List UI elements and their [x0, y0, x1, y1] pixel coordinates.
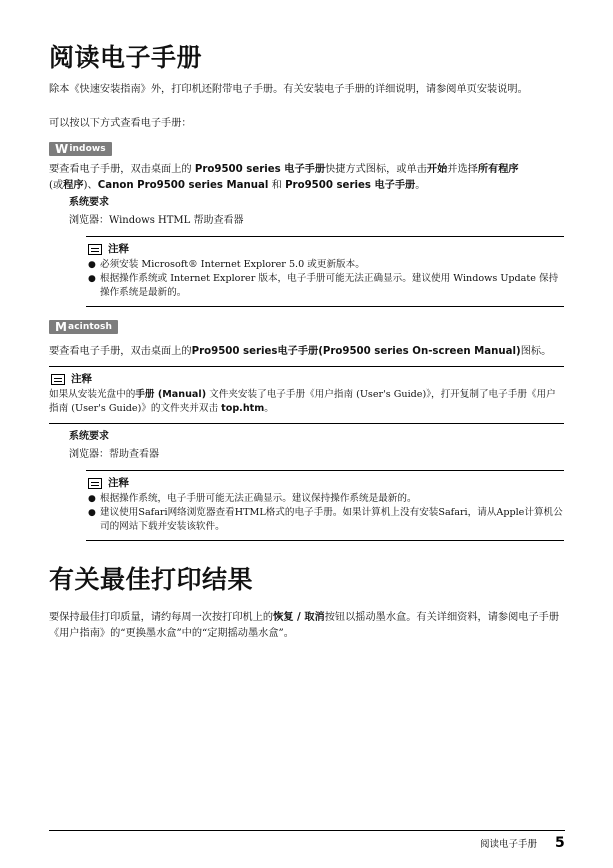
manual-item-label: Pro9500 series 电子手册	[285, 180, 416, 191]
all-programs-label: 所有程序	[477, 164, 519, 175]
footer-rule	[49, 830, 565, 831]
mac-instructions	[49, 344, 569, 360]
note-title: 注释	[71, 373, 92, 385]
mac-system-requirements-text: 浏览器：帮助查看器	[69, 449, 159, 460]
macintosh-badge	[49, 320, 118, 334]
windows-instructions-line2	[49, 178, 569, 194]
windows-text: 和	[268, 180, 286, 191]
mac-text: 要查看电子手册，双击桌面上的	[49, 346, 192, 357]
windows-instructions-line1	[49, 162, 569, 178]
resume-cancel-label: 恢复 / 取消	[273, 612, 325, 623]
windows-text: 快捷方式图标，或单击	[325, 164, 427, 175]
start-label: 开始	[426, 164, 448, 175]
windows-badge-initial: W	[55, 142, 69, 156]
intro-paragraph-2: 可以按以下方式查看电子手册：	[49, 118, 192, 129]
note-item: ● 根据操作系统，电子手册可能无法正确显示。建议保持操作系统是最新的。	[86, 492, 564, 506]
mac-system-requirements-title: 系统要求	[69, 431, 109, 442]
note-rule-bottom	[86, 306, 564, 307]
note-item: ● 建议使用Safari网络浏览器查看HTML格式的电子手册。如果计算机上没有安装Safari，请从Apple计算机公司的网站下载并安装该软件。	[86, 506, 564, 534]
programs-label: 程序	[63, 180, 84, 191]
windows-text: 要查看电子手册，双击桌面上的	[49, 164, 195, 175]
note-rule-bottom	[49, 423, 564, 424]
note-header	[51, 373, 564, 385]
note-icon	[51, 374, 65, 385]
windows-text: (或	[49, 180, 64, 191]
note-list	[86, 492, 564, 534]
intro-paragraph: 除本《快速安装指南》外，打印机还附带电子手册。有关安装电子手册的详细说明，请参阅单页安装说明。	[49, 84, 528, 95]
footer	[480, 835, 565, 851]
windows-badge-text: indows	[69, 144, 106, 154]
note-rule-top	[49, 366, 564, 367]
mac-text: 图标。	[520, 346, 552, 357]
section-title-best-print: 有关最佳打印结果	[49, 565, 254, 594]
best-print-text: 按钮以摇动墨水盒。有关详细资料，请参阅电子手册《用户指南》的“更换墨水盒”中的“定期摇动墨水盒”。	[49, 612, 560, 639]
note-icon	[88, 478, 102, 489]
note-rule-bottom	[86, 540, 564, 541]
windows-text: 。	[415, 180, 426, 191]
note-text: 文件夹安装了电子手册《用户指南 (User's Guide)》，打开复制了电子手册《用户指南 (User's Guide)》的文件夹并双击	[49, 389, 556, 414]
note-box-windows	[86, 236, 564, 307]
note-box-mac	[49, 366, 564, 424]
footer-label: 阅读电子手册	[480, 839, 538, 850]
best-print-text: 要保持最佳打印质量，请约每周一次按打印机上的	[49, 612, 274, 623]
windows-system-requirements-text: 浏览器：Windows HTML 帮助查看器	[69, 215, 244, 226]
note-text: 。	[264, 403, 274, 414]
canon-manual-label: Canon Pro9500 series Manual	[97, 180, 269, 191]
note-item: ● 必须安装 Microsoft® Internet Explorer 5.0 或更新版本。	[86, 258, 564, 272]
note-header	[88, 243, 564, 255]
note-icon	[88, 244, 102, 255]
note-rule-top	[86, 236, 564, 237]
note-header	[88, 477, 564, 489]
manual-folder-name: 手册 (Manual)	[135, 389, 207, 400]
mac-manual-icon-name: Pro9500 series电子手册(Pro9500 series On-screen Manual)	[191, 346, 521, 357]
note-list	[86, 258, 564, 300]
top-htm-file: top.htm	[221, 403, 265, 414]
macintosh-badge-text: acintosh	[68, 322, 112, 332]
note-item: ● 根据操作系统或 Internet Explorer 版本，电子手册可能无法正确显示。建议使用 Windows Update 保持操作系统是最新的。	[86, 272, 564, 300]
windows-system-requirements-title: 系统要求	[69, 197, 109, 208]
note-box-mac-system	[86, 470, 564, 541]
note-rule-top	[86, 470, 564, 471]
page-number: 5	[555, 835, 565, 851]
best-print-paragraph	[49, 610, 569, 642]
note-title: 注释	[108, 243, 129, 255]
section-title-read-manual: 阅读电子手册	[49, 43, 203, 72]
macintosh-badge-initial: M	[55, 320, 68, 334]
manual-shortcut-name: Pro9500 series 电子手册	[194, 164, 326, 175]
note-text: 如果从安装光盘中的	[49, 389, 136, 400]
windows-badge	[49, 142, 112, 156]
note-body	[49, 388, 564, 416]
windows-text: )、	[83, 180, 98, 191]
windows-text: 并选择	[447, 164, 478, 175]
note-title: 注释	[108, 477, 129, 489]
